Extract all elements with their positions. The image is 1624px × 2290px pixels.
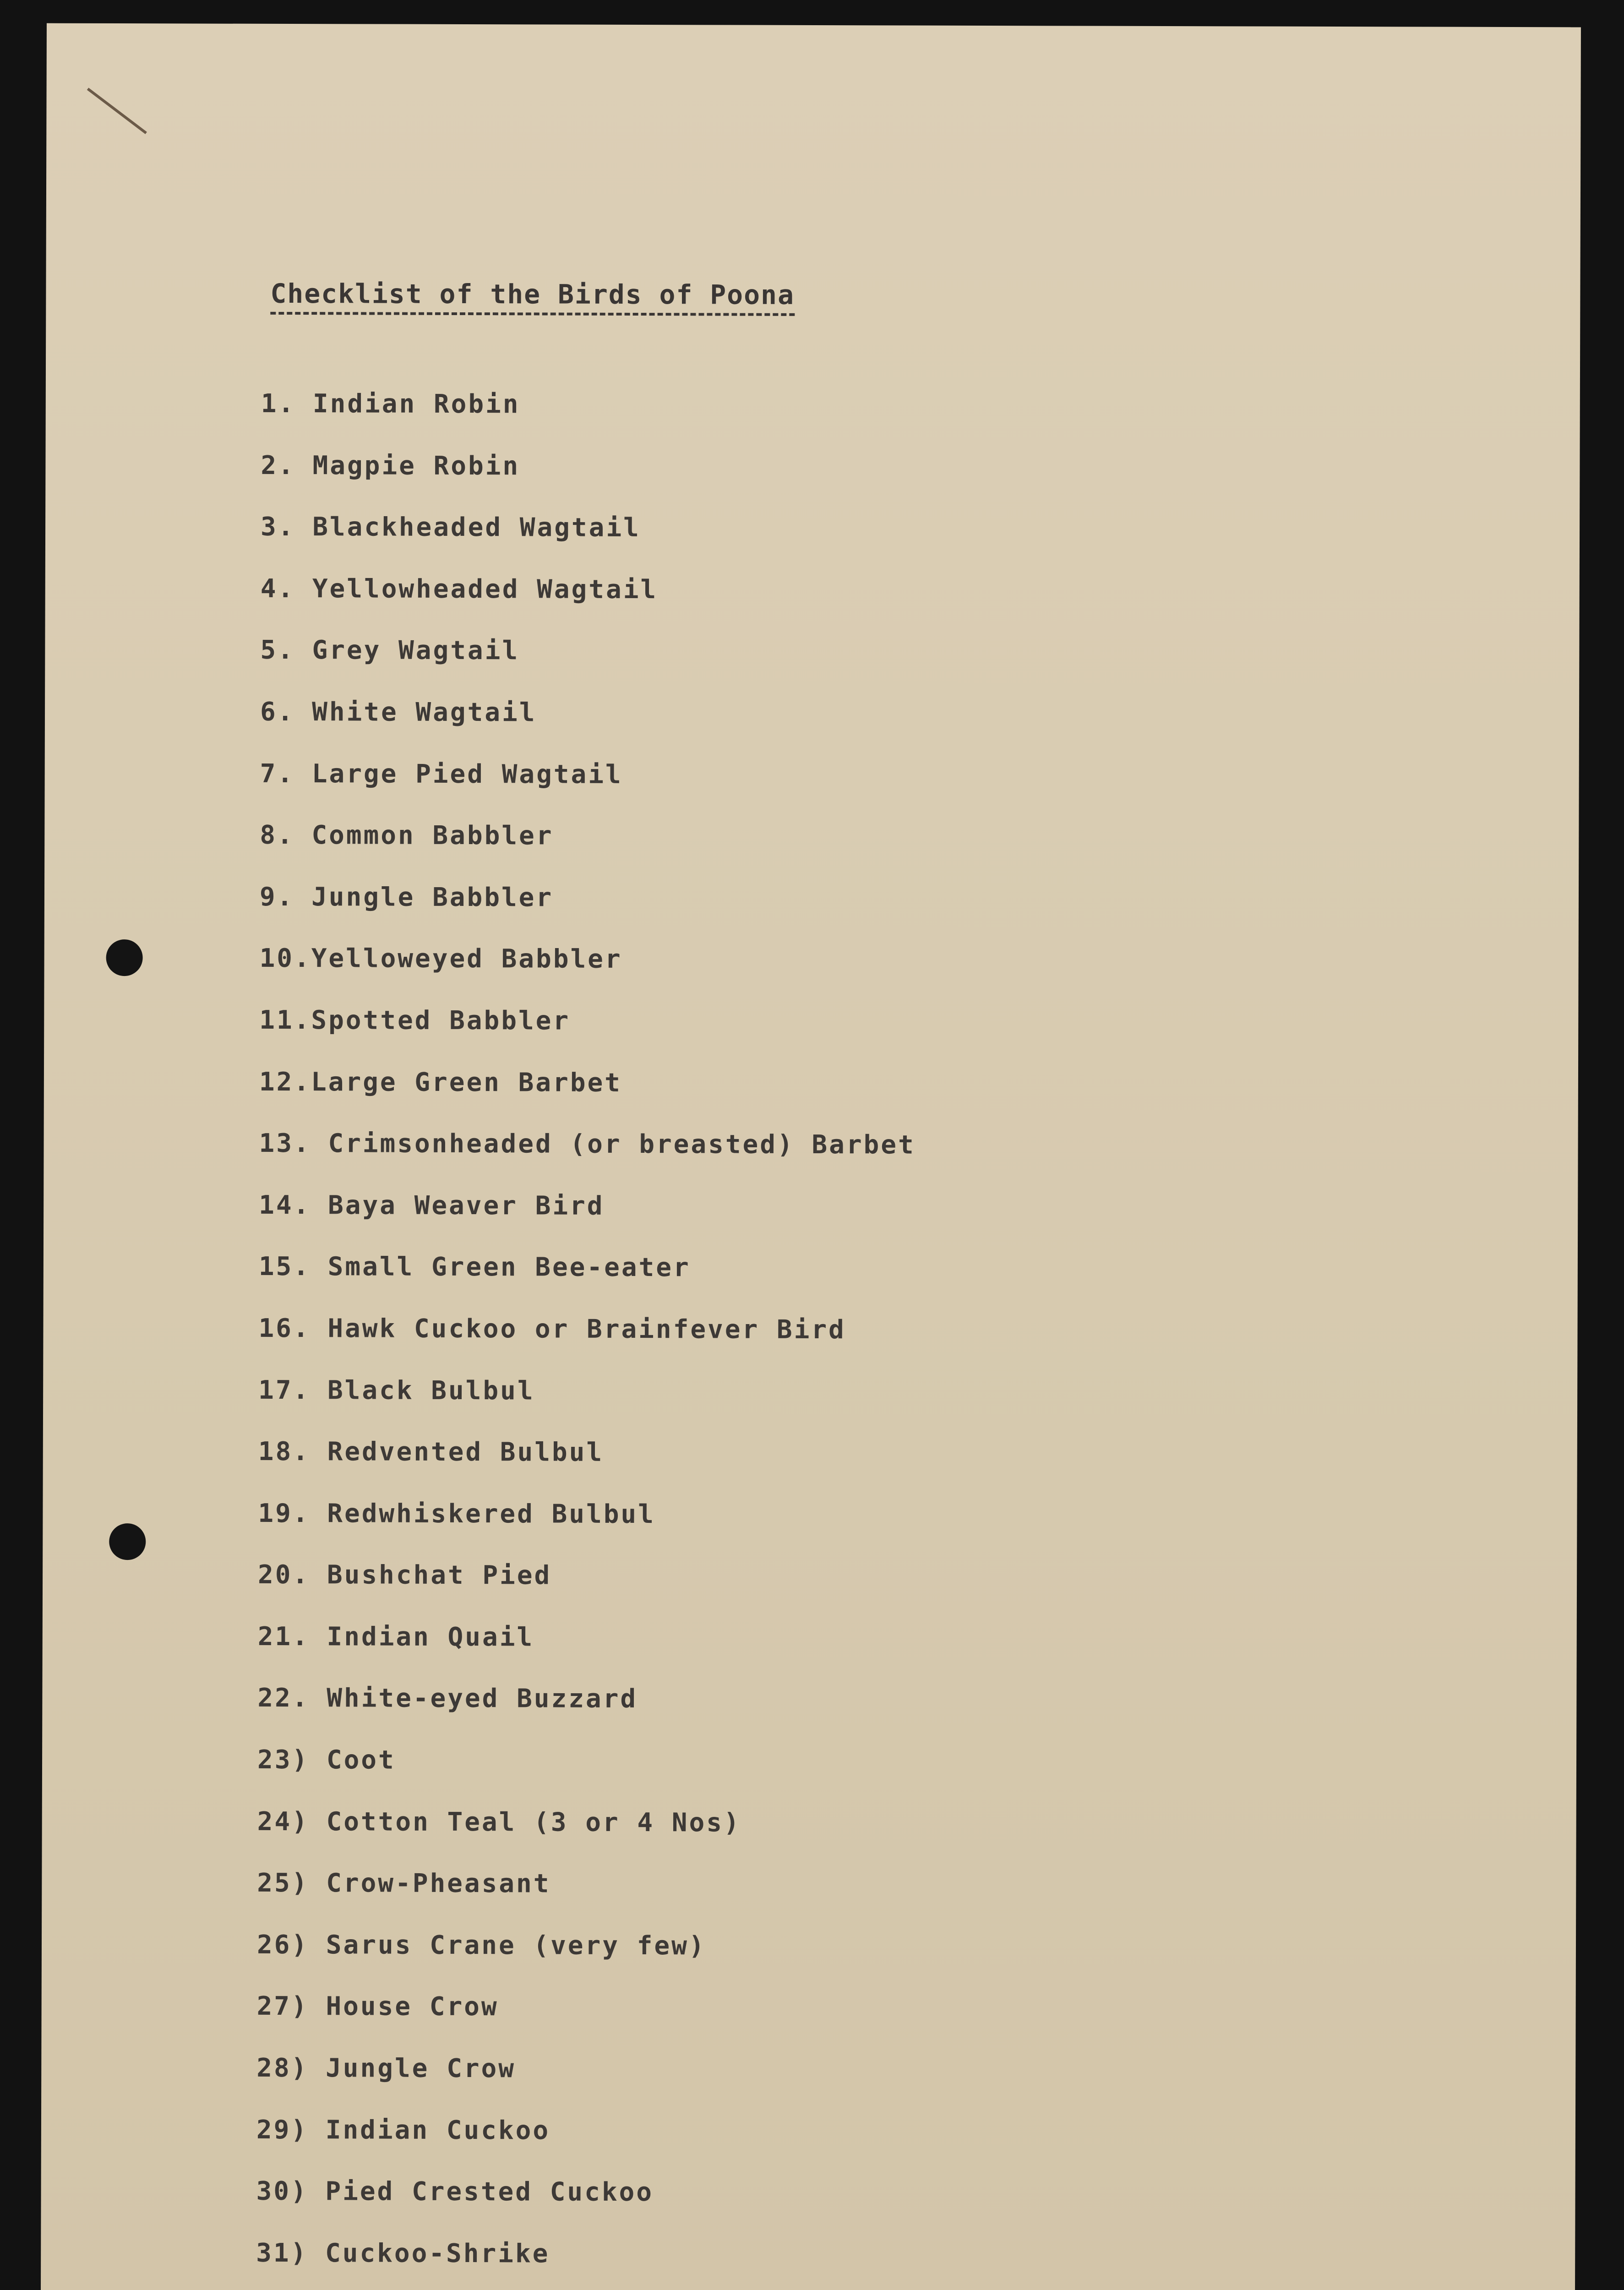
document-title: Checklist of the Birds of Poona xyxy=(270,278,795,316)
punch-hole-lower xyxy=(109,1523,146,1560)
checklist-page xyxy=(40,23,1581,2290)
checklist-item: 3. Blackheaded Wagtail xyxy=(261,512,641,543)
punch-hole-upper xyxy=(106,939,143,976)
checklist-item: 11.Spotted Babbler xyxy=(259,1005,571,1036)
paper-scratch-mark xyxy=(87,87,147,134)
checklist-item: 27) House Crow xyxy=(256,1991,499,2022)
checklist-item: 15. Small Green Bee-eater xyxy=(258,1252,691,1283)
checklist-item: 29) Indian Cuckoo xyxy=(256,2115,550,2146)
checklist-item: 19. Redwhiskered Bulbul xyxy=(258,1498,655,1529)
checklist-item: 1. Indian Robin xyxy=(261,388,520,420)
bird-list xyxy=(256,386,917,2290)
checklist-item: 30) Pied Crested Cuckoo xyxy=(256,2176,654,2208)
checklist-item: 24) Cotton Teal (3 or 4 Nos) xyxy=(257,1806,741,1838)
checklist-item: 8. Common Babbler xyxy=(260,820,554,851)
checklist-item: 31) Cuckoo-Shrike xyxy=(256,2238,550,2269)
checklist-item: 22. White-eyed Buzzard xyxy=(257,1683,638,1714)
checklist-item: 7. Large Pied Wagtail xyxy=(260,758,623,790)
checklist-item: 18. Redvented Bulbul xyxy=(258,1436,604,1467)
checklist-item: 21. Indian Quail xyxy=(257,1621,534,1652)
checklist-item: 10.Yelloweyed Babbler xyxy=(259,943,622,975)
checklist-item: 14. Baya Weaver Bird xyxy=(259,1190,605,1221)
checklist-item: 25) Crow-Pheasant xyxy=(257,1868,551,1899)
checklist-item: 16. Hawk Cuckoo or Brainfever Bird xyxy=(258,1313,846,1345)
checklist-item: 23) Coot xyxy=(257,1745,396,1775)
checklist-item: 2. Magpie Robin xyxy=(261,450,520,481)
checklist-item: 28) Jungle Crow xyxy=(256,2053,516,2084)
checklist-item: 6. White Wagtail xyxy=(260,697,537,728)
checklist-item: 13. Crimsonheaded (or breasted) Barbet xyxy=(259,1128,916,1160)
checklist-item: 26) Sarus Crane (very few) xyxy=(256,1930,706,1961)
checklist-item: 12.Large Green Barbet xyxy=(259,1067,622,1098)
checklist-item: 20. Bushchat Pied xyxy=(258,1560,552,1591)
checklist-item: 9. Jungle Babbler xyxy=(259,882,554,913)
checklist-item: 5. Grey Wagtail xyxy=(260,635,520,666)
checklist-item: 17. Black Bulbul xyxy=(258,1375,535,1406)
checklist-item: 4. Yellowheaded Wagtail xyxy=(260,573,658,605)
